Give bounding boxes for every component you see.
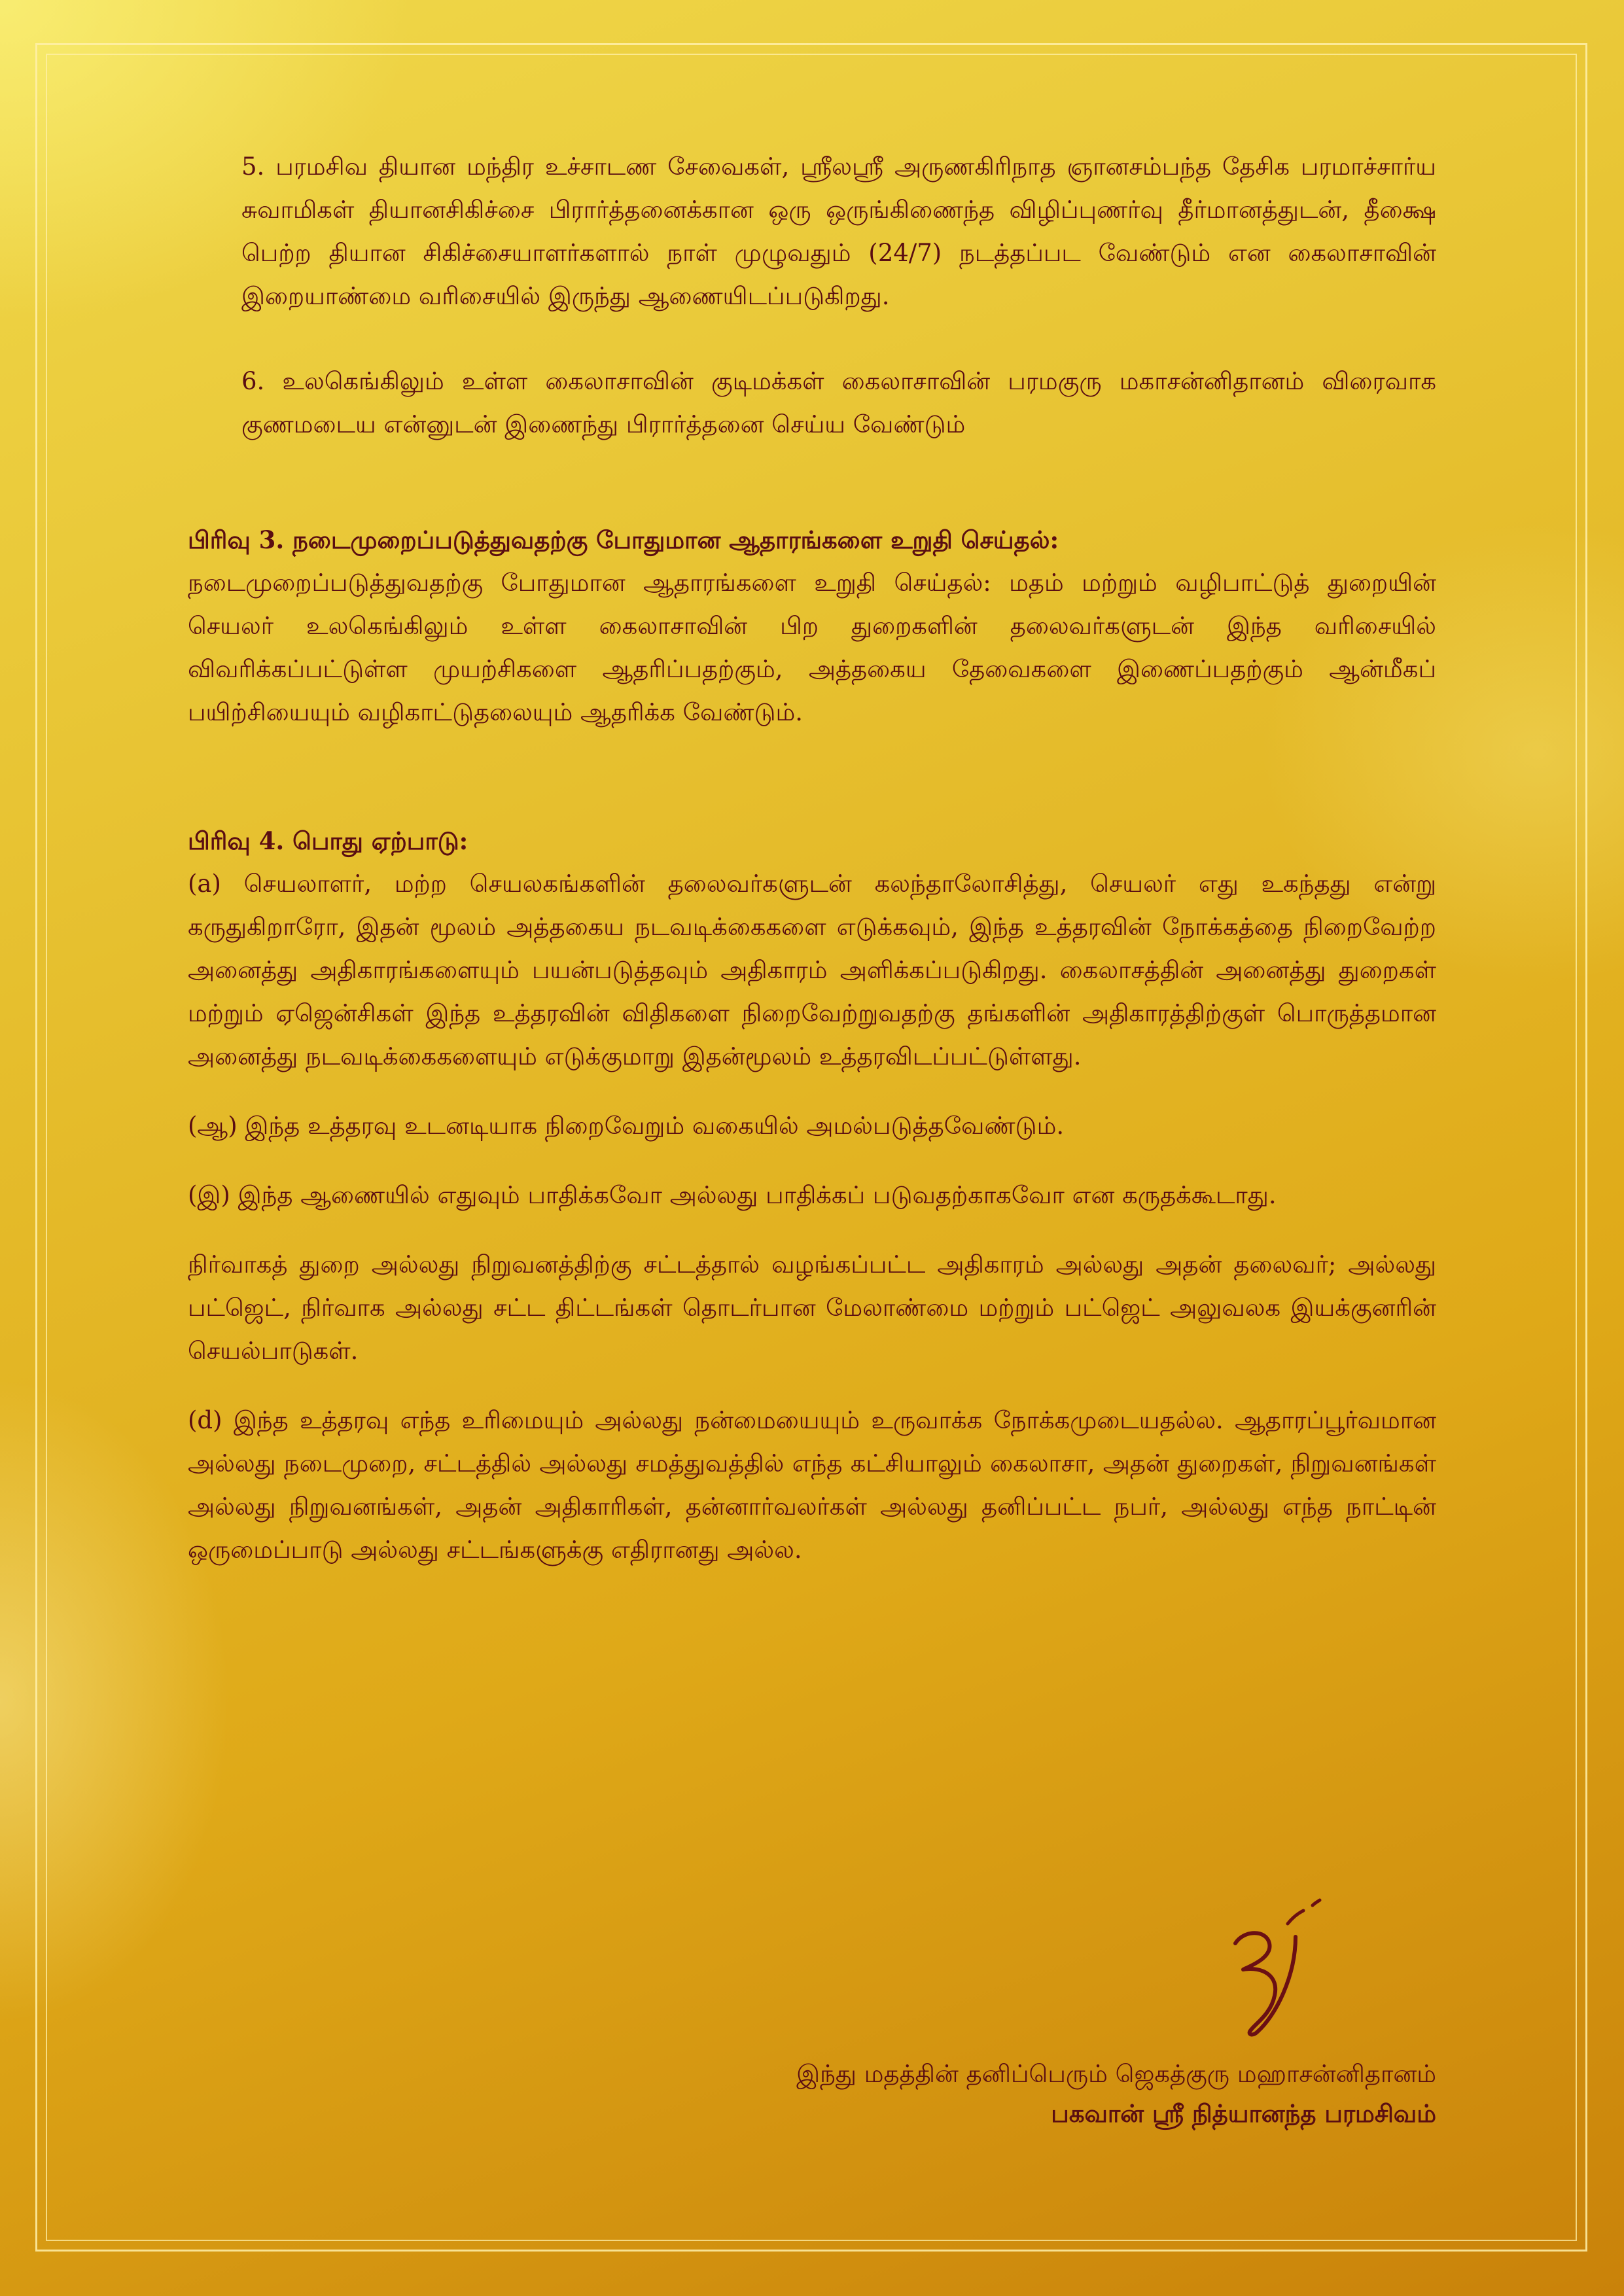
section-4-clause-d: (d) இந்த உத்தரவு எந்த உரிமையும் அல்லது நன்மையையும் உருவாக்க நோக்கமுடையதல்ல. ஆதாரப்பூர்வமான அல்லது நடைமுறை, சட்டத்தில் அல்லது சமத்துவத்தில் எந்த கட்சியாலும் கைலாசா, அதன் துறைகள், நிறுவனங்கள் அல்லது நிறுவனங்கள், அதன் அதிகாரிகள், தன்னார்வலர்கள் அல்லது தனிப்பட்ட நபர், அல்லது எந்த நாட்டின் ஒருமைப்பாடு அல்லது சட்டங்களுக்கு எதிரானது அல்ல. [188, 1406, 1436, 1564]
signatory-title: இந்து மதத்தின் தனிப்பெரும் ஜெகத்குரு மஹாசன்னிதானம் [796, 2060, 1436, 2088]
section-3-body: நடைமுறைப்படுத்துவதற்கு போதுமான ஆதாரங்களை உறுதி செய்தல்: மதம் மற்றும் வழிபாட்டுத் துறையின் செயலர் உலகெங்கிலும் உள்ள கைலாசாவின் பிற துறைகளின் தலைவர்களுடன் இந்த வரிசையில் விவரிக்கப்பட்டுள்ள முயற்சிகளை ஆதரிப்பதற்கும், அத்தகைய தேவைகளை இணைப்பதற்கும் ஆன்மீகப் பயிற்சியையும் வழிகாட்டுதலையும் ஆதரிக்க வேண்டும். [188, 569, 1436, 726]
section-3 [188, 518, 1436, 734]
section-4-clause-a: (a) செயலாளர், மற்ற செயலகங்களின் தலைவர்களுடன் கலந்தாலோசித்து, செயலர் எது உகந்தது என்று கருதுகிறாரோ, இதன் மூலம் அத்தகைய நடவடிக்கைகளை எடுக்கவும், இந்த உத்தரவின் நோக்கத்தை நிறைவேற்ற அனைத்து அதிகாரங்களையும் பயன்படுத்தவும் அதிகாரம் அளிக்கப்படுகிறது. கைலாசத்தின் அனைத்து துறைகள் மற்றும் ஏஜென்சிகள் இந்த உத்தரவின் விதிகளை நிறைவேற்றுவதற்கு தங்களின் அதிகாரத்திற்குள் பொருத்தமான அனைத்து நடவடிக்கைகளையும் எடுக்குமாறு இதன்மூலம் உத்தரவிடப்பட்டுள்ளது. [188, 870, 1436, 1070]
signatory-block [654, 2055, 1436, 2133]
paragraph-5: 5. பரமசிவ தியான மந்திர உச்சாடண சேவைகள், ஸ்ரீலஸ்ரீ அருணகிரிநாத ஞானசம்பந்த தேசிக பரமாச்சார்ய சுவாமிகள் தியானசிகிச்சை பிரார்த்தனைக்கான ஒரு ஒருங்கிணைந்த விழிப்புணர்வு தீர்மானத்துடன், தீக்ஷை பெற்ற தியான சிகிச்சையாளர்களால் நாள் முழுவதும் (24/7) நடத்தப்பட வேண்டும் என கைலாசாவின் இறையாண்மை வரிசையில் இருந்து ஆணையிடப்படுகிறது. [241, 152, 1436, 310]
document-body [188, 145, 1436, 1572]
section-4-clause-c: (இ) இந்த ஆணையில் எதுவும் பாதிக்கவோ அல்லது பாதிக்கப் படுவதற்காகவோ என கருதக்கூடாது. [188, 1181, 1277, 1209]
section-4-heading: பிரிவு 4. பொது ஏற்பாடு: [188, 826, 468, 855]
signatory-name: பகவான் ஸ்ரீ நித்யானந்த பரமசிவம் [1051, 2099, 1436, 2128]
section-4-clause-b: (ஆ) இந்த உத்தரவு உடனடியாக நிறைவேறும் வகையில் அமல்படுத்தவேண்டும். [188, 1112, 1065, 1140]
paragraph-6: 6. உலகெங்கிலும் உள்ள கைலாசாவின் குடிமக்கள் கைலாசாவின் பரமகுரு மகாசன்னிதானம் விரைவாக குணமடைய என்னுடன் இணைந்து பிரார்த்தனை செய்ய வேண்டும் [241, 367, 1436, 438]
section-4-clause-c-detail: நிர்வாகத் துறை அல்லது நிறுவனத்திற்கு சட்டத்தால் வழங்கப்பட்ட அதிகாரம் அல்லது அதன் தலைவர்; அல்லது பட்ஜெட், நிர்வாக அல்லது சட்ட திட்டங்கள் தொடர்பான மேலாண்மை மற்றும் பட்ஜெட் அலுவலக இயக்குனரின் செயல்பாடுகள். [188, 1250, 1436, 1365]
handwritten-signature [1217, 1898, 1335, 2055]
section-3-heading: பிரிவு 3. நடைமுறைப்படுத்துவதற்கு போதுமான ஆதாரங்களை உறுதி செய்தல்: [188, 525, 1059, 554]
section-4 [188, 819, 1436, 1572]
